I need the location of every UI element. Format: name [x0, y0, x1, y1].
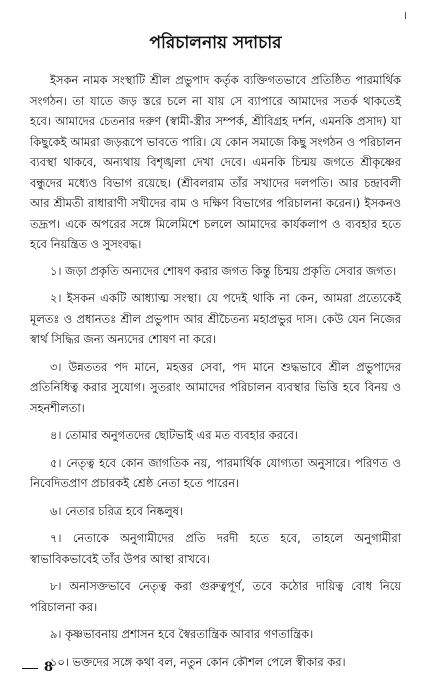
rule-item-9: ৯। কৃষ্ণভাবনায় প্রশাসন হবে স্বৈরতান্ত্রিক আবার গণতান্ত্রিক।: [50, 627, 314, 641]
rule-item-4: ৪। তোমার অনুগতদের ছোটভাই এর মত ব্যবহার করবে।: [50, 428, 298, 442]
rule-item-5: ৫। নেতৃত্ব হবে কোন জাগতিক নয়, পারমার্থিক যোগ্যতা অনুসারে। পরিণত ও নিবেদিতপ্রাণ প্রচারকই শ্রেষ্ঠ নেতা হতে পারেন।: [30, 455, 401, 490]
rule-item-2: ২। ইসকন একটি আধ্যাত্ম সংস্থা। যে পদেই থাকি না কেন, আমরা প্রত্যেকেই মূলতঃ ও প্রধানতঃ শ্রীল প্রভুপাদ আর শ্রীচৈতন্য মহাপ্রভুর দাস। কেউ যেন নিজের স্বার্থ সিদ্ধির জন্য অন্যদের শোষণ না করে।: [30, 291, 401, 346]
rule-item-6: ৬। নেতার চরিত্র হবে নিষ্কলুষ।: [50, 503, 183, 518]
rule-item-8: ৮। অনাসক্তভাবে নেতৃত্ব করা গুরুত্বপূর্ণ, তবে কঠোর দায়িত্ব বোধ নিয়ে পরিচালনা কর।: [30, 579, 401, 614]
corner-mark: ।: [402, 9, 407, 22]
page-number: 8: [44, 660, 54, 675]
footer-dash: [22, 668, 38, 669]
rule-item-3: ৩। উন্নততর পদ মানে, মহত্তর সেবা, পদ মানে শুদ্ধভাবে শ্রীল প্রভুপাদের প্রতিনিধিত্ব করার সুযোগ। সুতরাং আমাদের পরিচালন ব্যবস্থার ভিত্তি হবে বিনয় ও সহনশীলতা।: [30, 359, 401, 415]
rule-item-7: ৭। নেতাকে অনুগামীদের প্রতি দরদী হতে হবে, তাহলে অনুগামীরা স্বাভাবিকভাবেই তাঁর উপর আস্থা রাখবে।: [30, 531, 401, 566]
rules-list: [30, 261, 401, 673]
intro-paragraph: ইসকন নামক সংস্থাটি শ্রীল প্রভুপাদ কর্তৃক ব্যক্তিগতভাবে প্রতিষ্ঠিত পারমার্থিক সংগঠন। তা যাতে জড় স্তরে চলে না যায় সে ব্যাপারে আমাদের সতর্ক থাকতেই হবে। আমাদের চেতনার দরুণ (স্বামী-স্ত্রীর সম্পর্ক, শ্রীবিগ্রহ দর্শন, এমনকি প্রসাদ) যা কিছুকেই আমরা জড়রূপে ভাবতে পারি। যে কোন সমাজে কিছু সংগঠন ও পরিচালন ব্যবস্থা থাকবে, অন্যথায় বিশৃঙ্খলা দেখা দেবে। এমনকি চিন্ময় জগতে শ্রীকৃষ্ণের বন্ধুদের মধ্যেও বিভাগ রয়েছে। (শ্রীবলরাম তাঁর সখাদের দলপতি। আর চন্দ্রাবলী আর শ্রীমতী রাধারাণী সখীদের বাম ও দক্ষিণ বিভাগের পরিচালনা করেন।) ইসকনও তদ্রূপ। একে অপরের সঙ্গে মিলেমিশে চললে আমাদের কার্যকলাপ ও ব্যবহার হতে হবে নিয়ন্ত্রিত ও সুসংবদ্ধ।: [30, 73, 401, 251]
rule-item-1: ১। জড়া প্রকৃতি অন্যদের শোষণ করার জগত কিন্তু চিন্ময় প্রকৃতি সেবার জগত।: [50, 263, 397, 278]
rule-item-10: ১০। ভক্তদের সঙ্গে কথা বল, নতুন কোন কৌশল পেলে স্বীকার কর।: [50, 654, 346, 669]
page-footer: [22, 661, 53, 675]
page-title: পরিচালনায় সদাচার: [149, 33, 282, 53]
